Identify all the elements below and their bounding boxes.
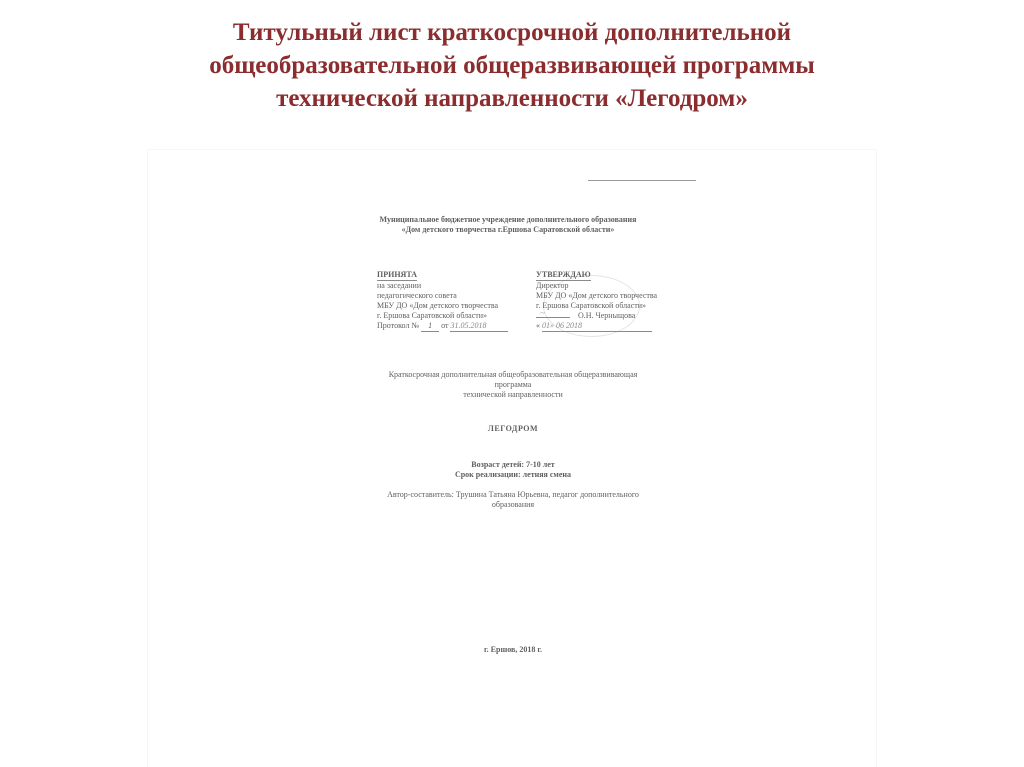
slide-title-line: Титульный лист краткосрочной дополнительной: [232, 19, 792, 46]
approval-date-prefix: «: [536, 321, 540, 330]
director-name: О.Н. Черныщова: [578, 311, 636, 320]
accepted-line: педагогического совета: [377, 291, 457, 300]
director-signature-line: [536, 308, 657, 321]
document-body: [148, 150, 876, 767]
program-line: Краткосрочная дополнительная общеобразовательная общеразвивающая: [388, 370, 638, 379]
program-meta: [348, 460, 678, 480]
protocol-number: 1: [421, 321, 439, 332]
top-rule: [588, 180, 696, 181]
slide-title-line: технической направленности «Легодром»: [276, 85, 748, 112]
author-block: [348, 490, 678, 510]
accepted-line: на заседании: [377, 281, 422, 290]
protocol-date: 31.05.2018: [450, 321, 508, 332]
protocol-label: Протокол №: [377, 321, 420, 330]
slide-title-line: общеобразовательной общеразвивающей программы: [209, 52, 815, 79]
accepted-line: г. Ершова Саратовской области»: [377, 311, 488, 320]
program-line: технической направленности: [463, 390, 563, 399]
approval-date: 01» 06 2018: [542, 321, 652, 332]
protocol-from: от: [441, 321, 449, 330]
organization-line: Муниципальное бюджетное учреждение дополнительного образования: [379, 215, 637, 224]
slide-title: [0, 16, 1024, 115]
implementation-term: Срок реализации: летняя смена: [454, 470, 572, 479]
accepted-heading: ПРИНЯТА: [377, 270, 418, 279]
author-line: образования: [491, 500, 535, 509]
approved-block: [536, 270, 657, 332]
protocol-line: [377, 321, 508, 332]
program-line: программа: [494, 380, 532, 389]
scanned-title-page: [148, 150, 876, 767]
approved-heading: УТВЕРЖДАЮ: [536, 270, 591, 279]
organization-block: [358, 215, 658, 235]
city-year: г. Ершов, 2018 г.: [483, 645, 543, 654]
program-name: ЛЕГОДРОМ: [487, 424, 539, 433]
organization-line: «Дом детского творчества г.Ершова Саратовской области»: [401, 225, 615, 234]
approved-line: Директор: [536, 281, 569, 290]
accepted-block: [377, 270, 508, 332]
author-line: Автор-составитель: Трушина Татьяна Юрьевна, педагог дополнительного: [387, 490, 639, 499]
approved-line: МБУ ДО «Дом детского творчества: [536, 291, 658, 300]
signature-mark: ~: [540, 308, 545, 318]
approval-date-line: [536, 321, 657, 332]
age-range: Возраст детей: 7-10 лет: [471, 460, 555, 469]
program-description: [348, 370, 678, 400]
approved-line: г. Ершова Саратовской области»: [536, 301, 647, 310]
accepted-line: МБУ ДО «Дом детского творчества: [377, 301, 499, 310]
